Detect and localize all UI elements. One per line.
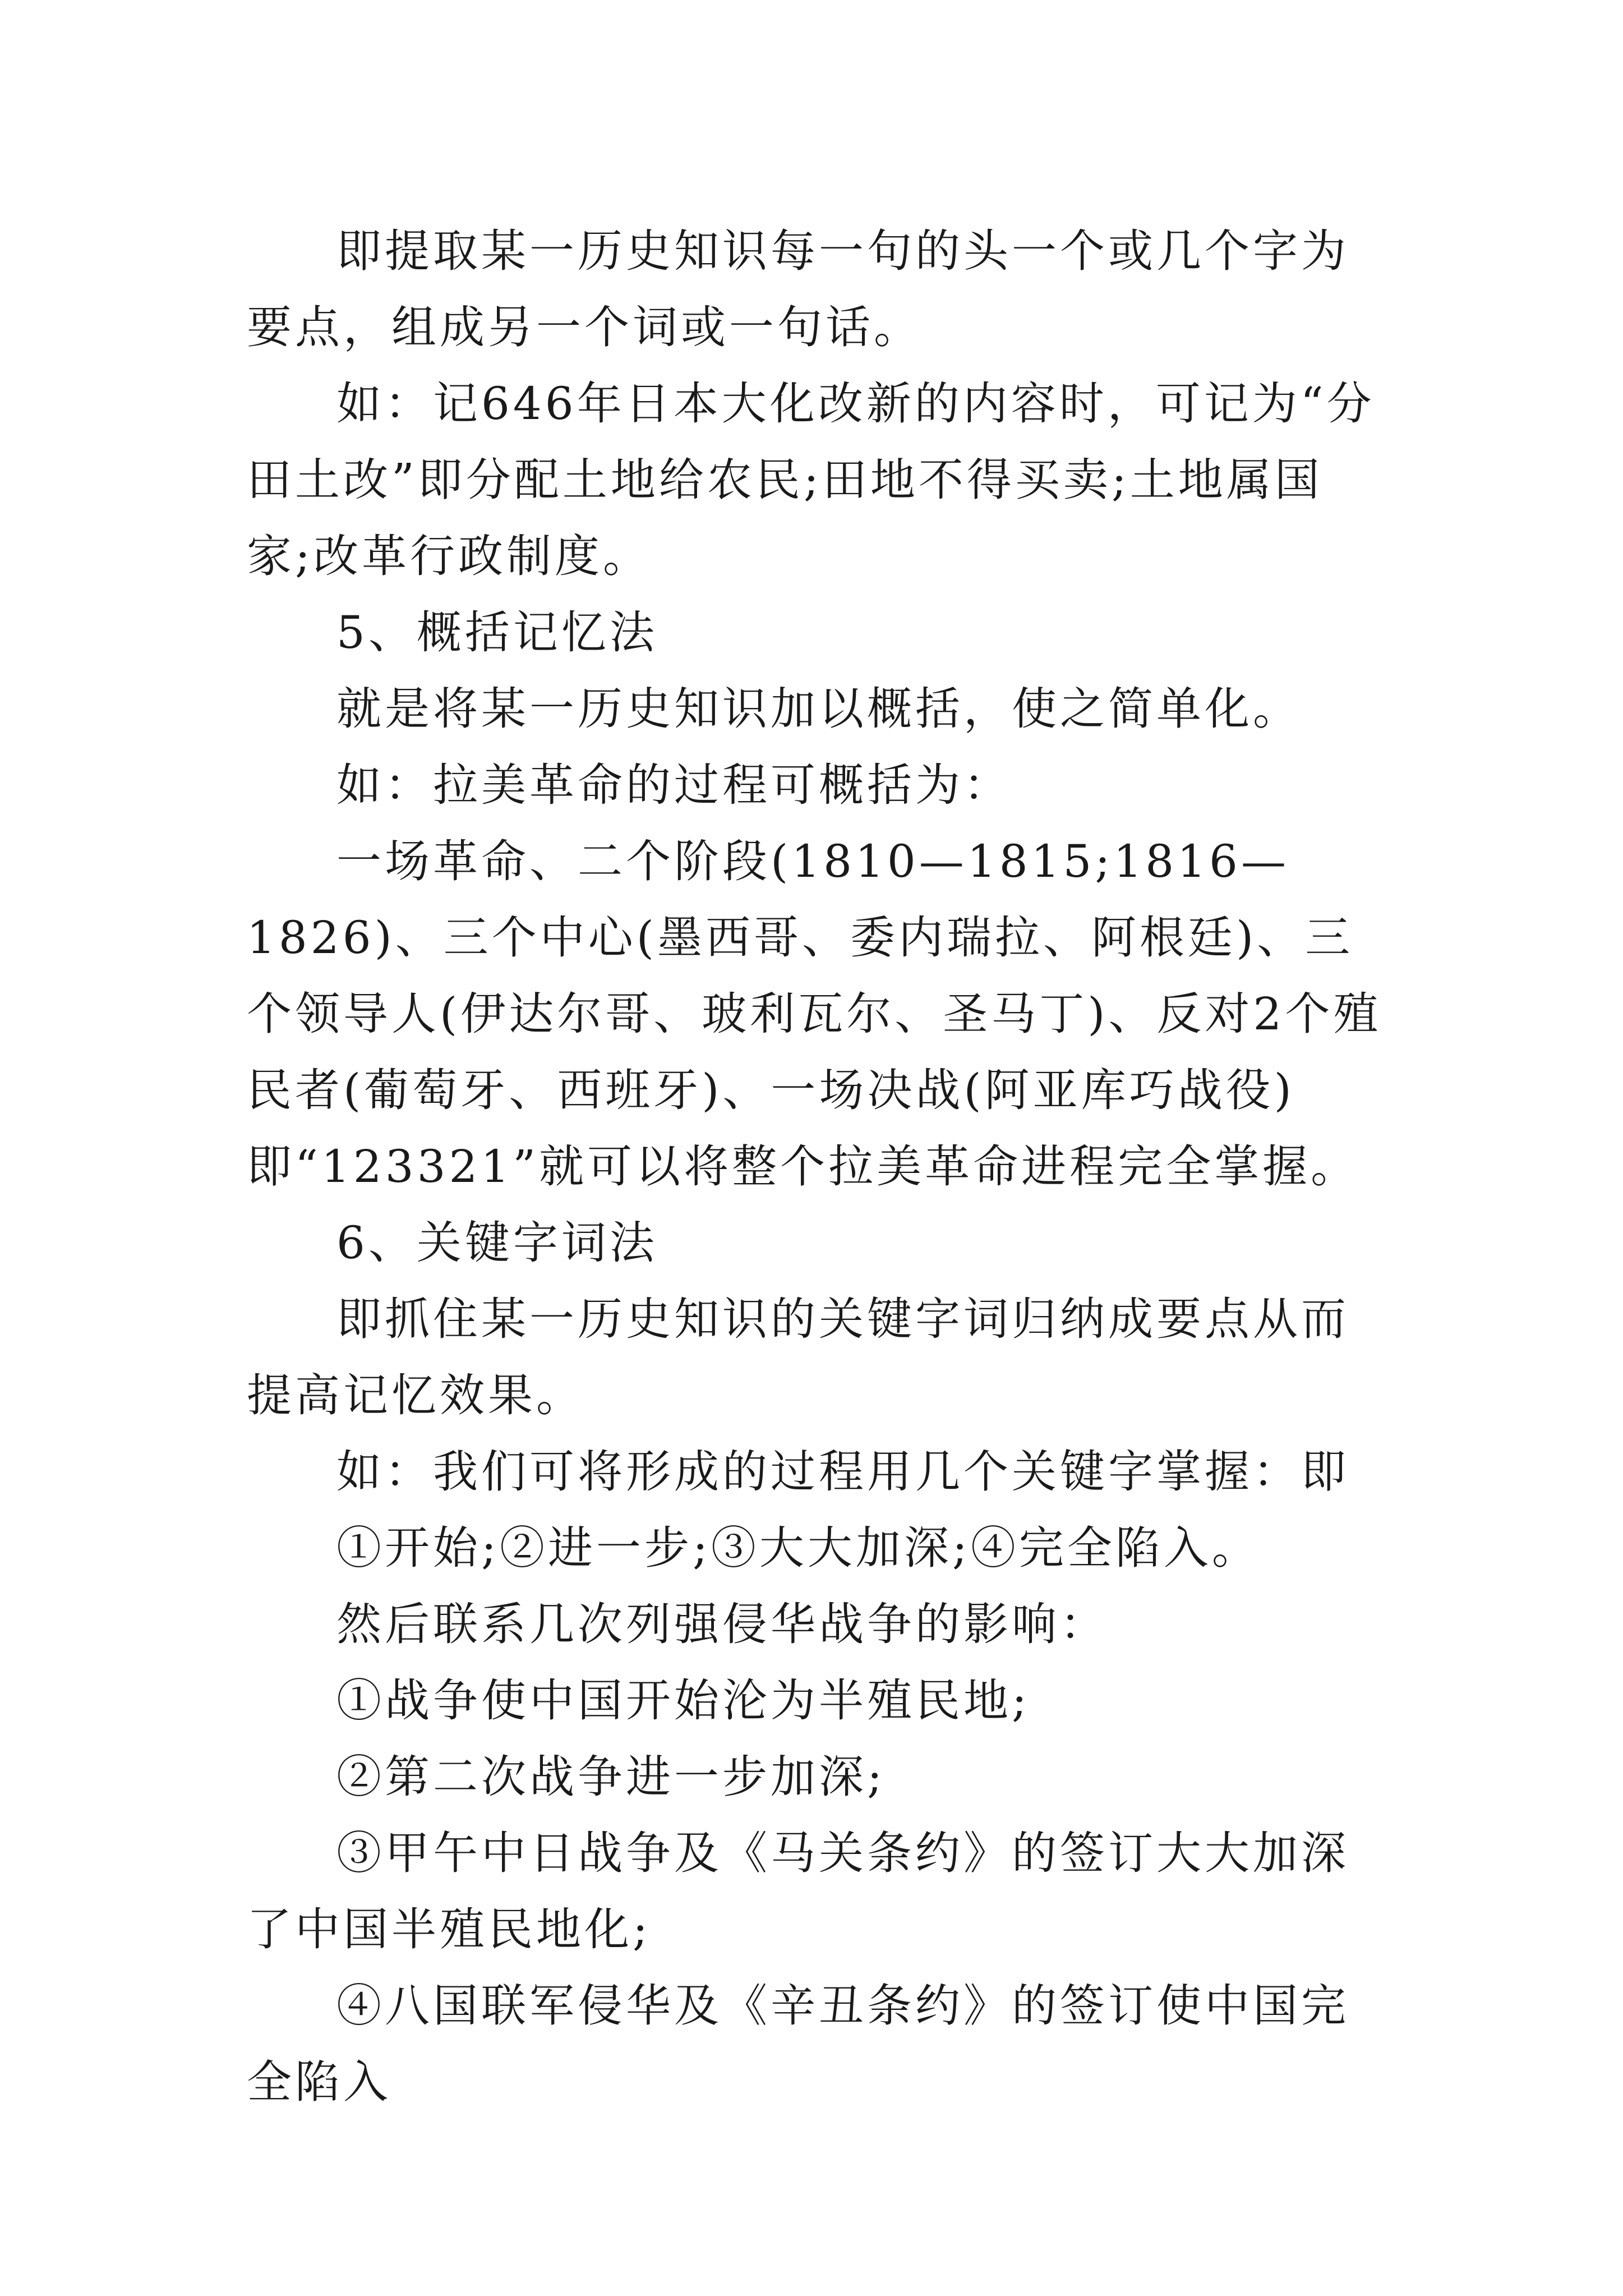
- paragraph-keyword-definition: 即抓住某一历史知识的关键字词归纳成要点从而提高记忆效果。: [247, 1293, 1349, 1421]
- paragraph-war-item-3: ③甲午中日战争及《马关条约》的签订大大加深了中国半殖民地化;: [247, 1827, 1349, 1955]
- document-body: [247, 213, 1385, 2120]
- paragraph-summary-definition: 就是将某一历史知识加以概括，使之简单化。: [336, 683, 1301, 735]
- heading-summary-method: 5、概括记忆法: [336, 606, 658, 659]
- paragraph-latin-america-summary: 一场革命、二个阶段(1810—1815;1816—1826)、三个中心(墨西哥、委内瑞拉、阿根廷)、三个领导人(伊达尔哥、玻利瓦尔、圣马丁)、反对2个殖民者(葡萄牙、西班牙)、一场决战(阿亚库巧战役)即“123321”就可以将整个拉美革命进程完全掌握。: [247, 835, 1382, 1193]
- paragraph-keyword-example-intro: 如：我们可将形成的过程用几个关键字掌握：即: [336, 1446, 1349, 1498]
- heading-keyword-method: 6、关键字词法: [336, 1217, 658, 1269]
- paragraph-taika-reform-example: 如：记646年日本大化改新的内容时，可记为“分田土改”即分配土地给农民;田地不得买卖;土地属国家;改革行政制度。: [247, 378, 1375, 582]
- paragraph-war-item-1: ①战争使中国开始沦为半殖民地;: [336, 1674, 1030, 1727]
- paragraph-war-item-2: ②第二次战争进一步加深;: [336, 1751, 886, 1803]
- paragraph-acronym-method: 即提取某一历史知识每一句的头一个或几个字为要点，组成另一个词或一句话。: [247, 225, 1349, 353]
- paragraph-wars-intro: 然后联系几次列强侵华战争的影响：: [336, 1598, 1108, 1650]
- paragraph-war-item-4: ④八国联军侵华及《辛丑条约》的签订使中国完全陷入: [247, 1980, 1349, 2108]
- paragraph-latin-america-intro: 如：拉美革命的过程可概括为：: [336, 759, 1012, 811]
- paragraph-keyword-list: ①开始;②进一步;③大大加深;④完全陷入。: [336, 1522, 1260, 1574]
